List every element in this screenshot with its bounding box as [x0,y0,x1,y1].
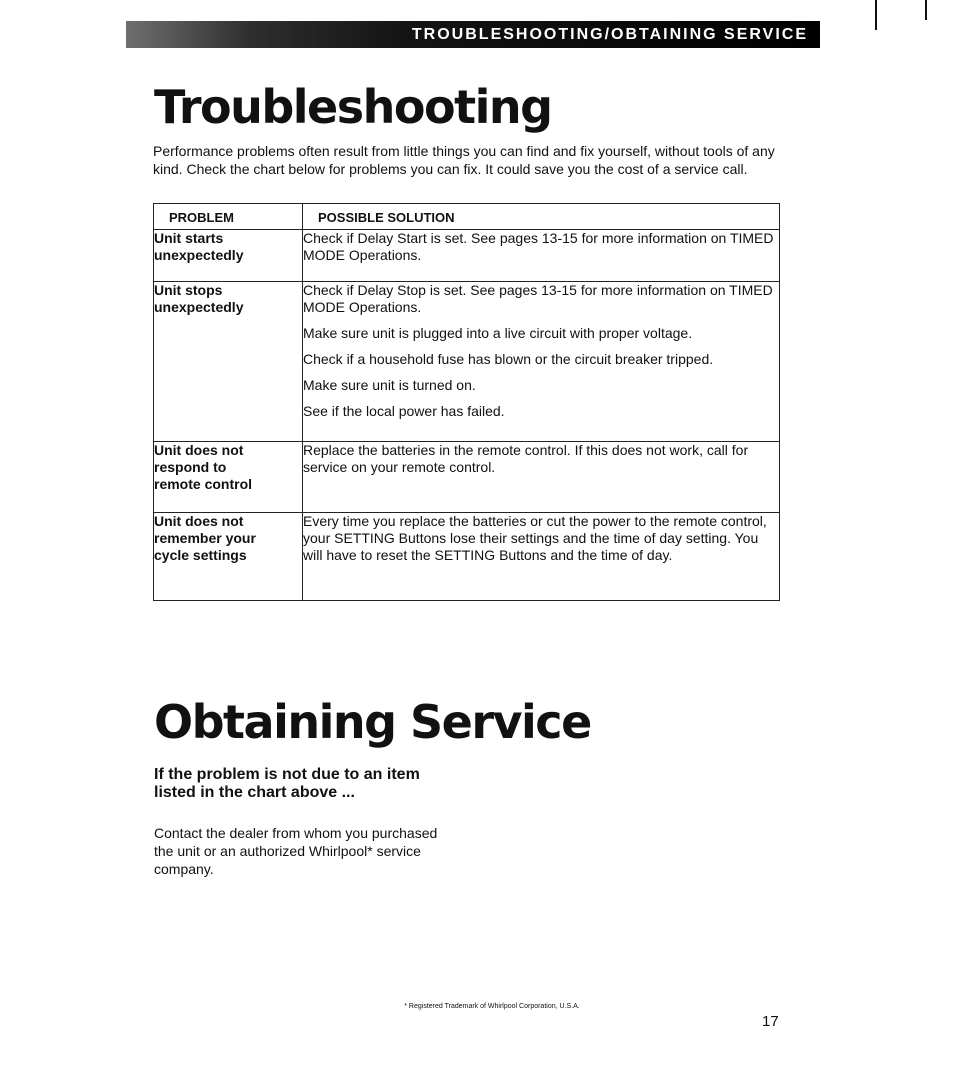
solution-text: Check if Delay Start is set. See pages 13-15 for more information on TIMED MODE Operations. [303,230,774,263]
problem-text: Unit stops unexpectedly [154,282,244,315]
solution-cell [303,282,780,442]
problem-text: Unit does not remember your cycle settings [154,513,256,563]
solution-cell [303,442,780,513]
page-number: 17 [762,1013,779,1030]
solution-text: Replace the batteries in the remote control. If this does not work, call for service on your remote control. [303,442,749,475]
problem-cell: Unit starts unexpectedly [154,230,303,282]
solution-cell [303,513,780,601]
table-row [154,230,780,282]
table-row [154,442,780,513]
solution-text: Make sure unit is plugged into a live circuit with proper voltage. [303,325,693,341]
troubleshooting-table [153,203,780,601]
solution-column-header: POSSIBLE SOLUTION [303,204,780,230]
intro-paragraph: Performance problems often result from little things you can find and fix yourself, without tools of any kind. Check the chart below for problems you can fix. It could save you the cost of a service call. [153,143,775,177]
solution-text: Check if a household fuse has blown or the circuit breaker tripped. [303,351,714,367]
solution-cell [303,230,780,282]
page-edge-mark [925,0,927,20]
table-header-row [154,204,780,230]
obtaining-service-title: Obtaining Service [154,695,591,749]
problem-text: Unit does not respond to remote control [154,442,253,492]
section-banner: TROUBLESHOOTING/OBTAINING SERVICE [126,21,820,48]
troubleshooting-title: Troubleshooting [154,80,552,134]
trademark-footnote: * Registered Trademark of Whirlpool Corporation, U.S.A. [404,1003,580,1010]
table-row [154,513,780,601]
solution-text: See if the local power has failed. [303,403,505,419]
problem-cell [154,442,303,513]
service-contact-text: Contact the dealer from whom you purchased the unit or an authorized Whirlpool* service company. [154,825,438,877]
page-edge-mark [875,0,877,30]
solution-text: Check if Delay Stop is set. See pages 13-15 for more information on TIMED MODE Operations. [303,282,773,315]
problem-cell [154,513,303,601]
solution-text: Make sure unit is turned on. [303,377,476,393]
problem-column-header: PROBLEM [154,204,303,230]
table-row [154,282,780,442]
problem-cell [154,282,303,442]
service-subheading: If the problem is not due to an item listed in the chart above ... [154,766,420,801]
solution-text: Every time you replace the batteries or cut the power to the remote control, your SETTING Buttons lose their settings and the time of day setting. You will have to reset the SETTING Buttons and the time of day. [303,513,767,563]
